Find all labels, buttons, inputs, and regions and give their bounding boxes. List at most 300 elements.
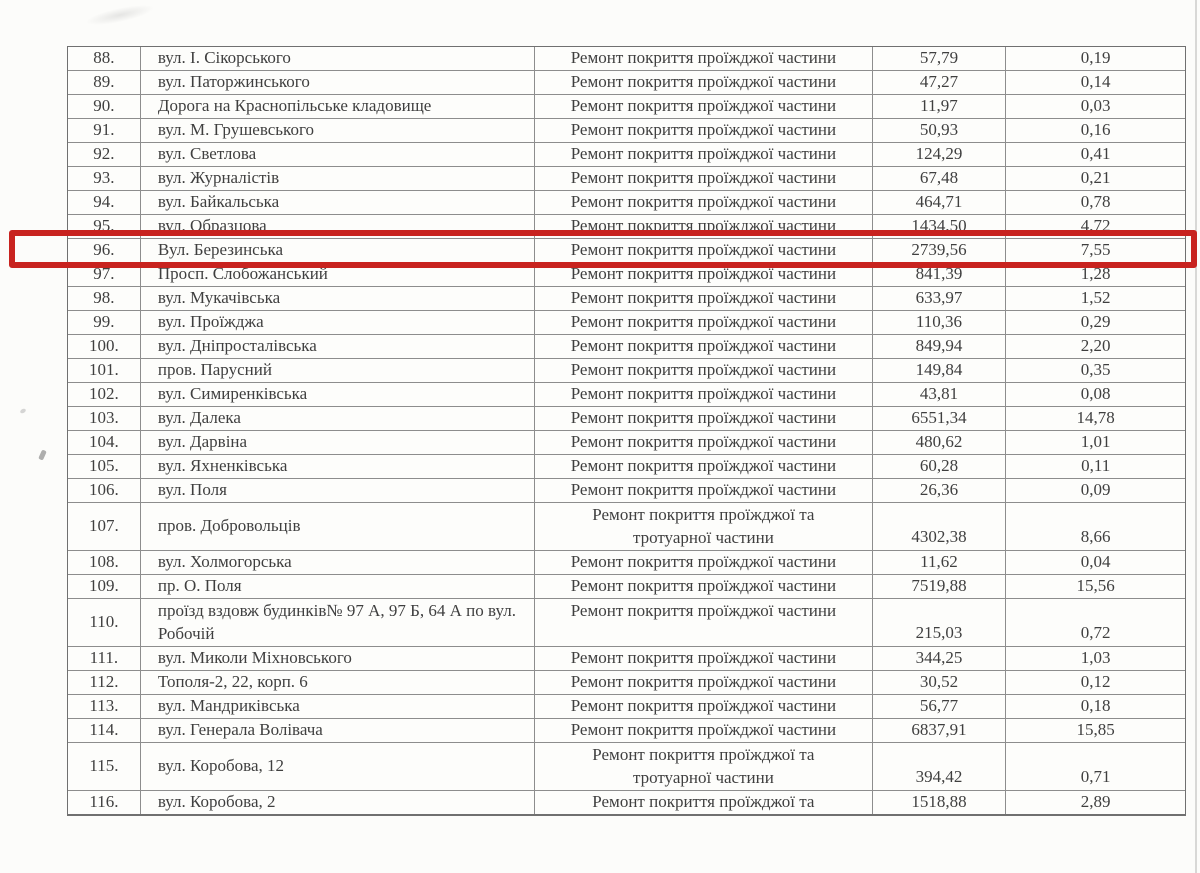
cell-num [68,167,141,190]
cell-amount-text: 149,84 [915,360,963,380]
cell-amount [873,359,1007,382]
cell-area [1006,119,1185,142]
cell-amount [873,407,1007,430]
cell-work [535,791,872,814]
cell-amount-text: 11,97 [920,96,958,116]
cell-area [1006,407,1185,430]
cell-area [1006,575,1185,598]
cell-work-text: Ремонт покриття проїжджої частини [570,360,837,380]
cell-street [141,719,535,742]
cell-street [141,167,535,190]
cell-amount-text: 43,81 [919,384,959,404]
cell-street [141,311,535,334]
table-row-highlighted [68,239,1185,263]
cell-work-text: Ремонт покриття проїжджої частини [570,288,837,308]
table-row [68,479,1185,503]
table-row [68,311,1185,335]
cell-street [141,503,535,550]
cell-amount-text: 124,29 [915,144,963,164]
cell-area-text: 0,78 [1080,192,1111,212]
cell-amount [873,431,1007,454]
cell-area [1006,263,1185,286]
cell-area [1006,47,1185,70]
table-row [68,719,1185,743]
cell-num-text: 108. [89,552,119,572]
cell-area-text: 0,11 [1081,456,1111,476]
cell-num [68,311,141,334]
cell-area [1006,743,1185,790]
table-row [68,695,1185,719]
cell-work [535,191,872,214]
cell-num-text: 111. [89,648,119,668]
cell-amount-text: 464,71 [915,192,963,212]
cell-area [1006,503,1185,550]
scan-smudge [84,1,155,29]
cell-num-text: 88. [93,48,115,68]
cell-amount-text: 2739,56 [911,240,967,260]
table-row [68,71,1185,95]
cell-num [68,791,141,814]
cell-amount [873,263,1007,286]
cell-num-text: 97. [93,264,115,284]
cell-work [535,71,872,94]
cell-amount [873,239,1007,262]
cell-street [141,47,535,70]
cell-work [535,95,872,118]
cell-amount [873,455,1007,478]
table-row [68,215,1185,239]
cell-amount-text: 4302,38 [911,526,967,546]
cell-num [68,71,141,94]
cell-work-text: Ремонт покриття проїжджої частини [570,648,837,668]
cell-num [68,239,141,262]
cell-amount-text: 56,77 [919,696,959,716]
cell-work [535,479,872,502]
cell-num-text: 102. [89,384,119,404]
cell-area-text: 0,19 [1080,48,1111,68]
cell-amount [873,47,1007,70]
cell-num-text: 105. [89,456,119,476]
cell-num-text: 104. [89,432,119,452]
cell-street [141,143,535,166]
cell-area-text: 2,89 [1080,792,1111,812]
cell-street-text: пров. Добровольців [157,516,301,536]
cell-work-text: Ремонт покриття проїжджої частини [570,96,837,116]
cell-street [141,383,535,406]
cell-amount-text: 6837,91 [911,720,967,740]
cell-area [1006,95,1185,118]
cell-street [141,335,535,358]
cell-num-text: 115. [89,756,119,776]
table-row [68,671,1185,695]
cell-street [141,455,535,478]
cell-street-text: вул. Байкальська [157,192,280,212]
cell-area-text: 0,35 [1080,360,1111,380]
cell-area [1006,71,1185,94]
cell-street-text: вул. Проїжджа [157,312,264,332]
table-row [68,119,1185,143]
cell-street [141,551,535,574]
cell-num-text: 101. [89,360,119,380]
cell-work [535,119,872,142]
cell-amount [873,791,1007,814]
cell-area [1006,647,1185,670]
cell-num-text: 99. [93,312,115,332]
cell-amount-text: 50,93 [919,120,959,140]
cell-work-text: Ремонт покриття проїжджої частини [570,120,837,140]
cell-work [535,311,872,334]
cell-num [68,575,141,598]
cell-work [535,503,872,550]
cell-work-text: Ремонт покриття проїжджої частини [570,696,837,716]
cell-num-text: 95. [93,216,115,236]
table-row [68,599,1185,647]
cell-num-text: 114. [89,720,119,740]
table-row [68,743,1185,791]
cell-area-text: 15,85 [1076,720,1115,740]
cell-area [1006,335,1185,358]
cell-area-text: 0,04 [1080,552,1111,572]
cell-num-text: 89. [93,72,115,92]
cell-amount-text: 60,28 [919,456,959,476]
cell-work-text: Ремонт покриття проїжджої та тротуарної частини [592,745,815,787]
cell-work-text: Ремонт покриття проїжджої та тротуарної частини [592,505,815,547]
cell-area-text: 0,14 [1080,72,1111,92]
cell-work-text: Ремонт покриття проїжджої частини [570,552,837,572]
table-row [68,335,1185,359]
cell-num [68,287,141,310]
cell-area-text: 4,72 [1080,216,1111,236]
cell-street-text: вул. І. Сікорського [157,48,291,68]
cell-num-text: 113. [89,696,119,716]
cell-street-text: вул. Мандриківська [157,696,300,716]
cell-num-text: 103. [89,408,119,428]
cell-work-text: Ремонт покриття проїжджої частини [570,384,837,404]
cell-area-text: 0,41 [1080,144,1111,164]
cell-work-text: Ремонт покриття проїжджої частини [570,720,837,740]
cell-amount [873,95,1007,118]
cell-street-text: вул. М. Грушевського [157,120,314,140]
cell-amount [873,671,1007,694]
cell-num-text: 110. [89,612,119,632]
cell-area-text: 0,18 [1080,696,1111,716]
cell-work-text: Ремонт покриття проїжджої частини [570,192,837,212]
cell-amount [873,599,1007,646]
cell-street-text: вул. Журналістів [157,168,280,188]
cell-work-text: Ремонт покриття проїжджої частини [570,240,837,260]
cell-amount [873,743,1007,790]
cell-work-text: Ремонт покриття проїжджої частини [570,408,837,428]
cell-num-text: 100. [89,336,119,356]
cell-area-text: 0,09 [1080,480,1111,500]
table-row [68,575,1185,599]
cell-area-text: 15,56 [1076,576,1115,596]
cell-street [141,119,535,142]
cell-area-text: 0,29 [1080,312,1111,332]
cell-num-text: 106. [89,480,119,500]
cell-amount [873,167,1007,190]
cell-street-text: Вул. Березинська [157,240,284,260]
cell-street [141,215,535,238]
cell-area-text: 1,52 [1080,288,1111,308]
cell-street [141,263,535,286]
cell-work [535,407,872,430]
cell-work-text: Ремонт покриття проїжджої частини [570,432,837,452]
cell-amount [873,311,1007,334]
cell-num [68,743,141,790]
cell-street-text: вул. Далека [157,408,241,428]
cell-amount-text: 480,62 [915,432,963,452]
table-row [68,503,1185,551]
cell-street-text: вул. Мукачівська [157,288,281,308]
cell-area-text: 0,72 [1080,622,1111,642]
cell-amount-text: 1518,88 [911,792,967,812]
cell-num [68,455,141,478]
cell-amount-text: 57,79 [919,48,959,68]
cell-street [141,95,535,118]
table-row [68,455,1185,479]
cell-work [535,383,872,406]
cell-amount-text: 30,52 [919,672,959,692]
cell-work-text: Ремонт покриття проїжджої частини [570,264,837,284]
cell-street-text: вул. Генерала Волівача [157,720,323,740]
cell-street [141,431,535,454]
table-row [68,551,1185,575]
cell-amount [873,119,1007,142]
cell-area [1006,143,1185,166]
cell-amount [873,71,1007,94]
cell-num [68,503,141,550]
cell-street [141,71,535,94]
cell-street-text: Дорога на Краснопільське кладовище [157,96,432,116]
cell-num-text: 107. [89,516,119,536]
cell-work-text: Ремонт покриття проїжджої частини [570,168,837,188]
cell-work-text: Ремонт покриття проїжджої частини [570,216,837,236]
cell-area [1006,383,1185,406]
cell-area-text: 1,28 [1080,264,1111,284]
cell-street [141,575,535,598]
table-row [68,647,1185,671]
cell-street-text: вул. Поля [157,480,227,500]
cell-work [535,599,872,646]
cell-amount-text: 26,36 [919,480,959,500]
cell-num [68,407,141,430]
cell-amount [873,551,1007,574]
cell-area-text: 0,03 [1080,96,1111,116]
cell-street-text: вул. Паторжинського [157,72,310,92]
cell-area [1006,791,1185,814]
cell-work-text: Ремонт покриття проїжджої частини [570,336,837,356]
cell-amount-text: 633,97 [915,288,963,308]
cell-work [535,215,872,238]
cell-street-text: вул. Коробова, 2 [157,792,276,812]
cell-street [141,791,535,814]
table-row [68,47,1185,71]
cell-amount-text: 1434,50 [911,216,967,236]
cell-num-text: 116. [89,792,119,812]
cell-num [68,599,141,646]
cell-area-text: 0,71 [1080,766,1111,786]
cell-work [535,647,872,670]
cell-street [141,191,535,214]
cell-work [535,359,872,382]
cell-num [68,719,141,742]
cell-num-text: 98. [93,288,115,308]
table-row [68,95,1185,119]
cell-area-text: 0,21 [1080,168,1111,188]
cell-work [535,167,872,190]
cell-street-text: пров. Парусний [157,360,272,380]
cell-amount [873,503,1007,550]
table-row [68,167,1185,191]
cell-area-text: 1,03 [1080,648,1111,668]
cell-num [68,383,141,406]
cell-amount [873,143,1007,166]
cell-work [535,695,872,718]
cell-area-text: 2,20 [1080,336,1111,356]
cell-num [68,695,141,718]
cell-street-text: проїзд вздовж будинків№ 97 А, 97 Б, 64 А по вул. Робочій [157,601,516,643]
cell-street [141,695,535,718]
cell-amount [873,335,1007,358]
cell-area-text: 7,55 [1080,240,1111,260]
cell-area [1006,287,1185,310]
cell-area [1006,695,1185,718]
cell-num [68,143,141,166]
cell-street [141,407,535,430]
cell-area-text: 0,16 [1080,120,1111,140]
cell-area [1006,191,1185,214]
table-row [68,287,1185,311]
cell-amount [873,191,1007,214]
cell-street-text: пр. О. Поля [157,576,242,596]
cell-amount-text: 849,94 [915,336,963,356]
cell-num-text: 96. [93,240,115,260]
cell-work [535,719,872,742]
cell-street [141,479,535,502]
cell-num [68,431,141,454]
cell-work [535,287,872,310]
cell-work-text: Ремонт покриття проїжджої частини [570,144,837,164]
cell-amount [873,287,1007,310]
cell-area [1006,167,1185,190]
cell-num [68,191,141,214]
cell-area [1006,551,1185,574]
cell-num [68,263,141,286]
cell-area-text: 0,12 [1080,672,1111,692]
cell-area [1006,431,1185,454]
cell-street-text: вул. Холмогорська [157,552,292,572]
scan-mark [38,449,47,460]
cell-num [68,671,141,694]
cell-street-text: вул. Образцова [157,216,267,236]
cell-work [535,47,872,70]
cell-street-text: вул. Коробова, 12 [157,756,285,776]
cell-work-text: Ремонт покриття проїжджої частини [570,480,837,500]
cell-work-text: Ремонт покриття проїжджої частини [570,48,837,68]
table-row [68,359,1185,383]
cell-num-text: 93. [93,168,115,188]
table-row [68,407,1185,431]
cell-amount [873,479,1007,502]
table-row [68,791,1185,815]
table-row [68,383,1185,407]
cell-num-text: 92. [93,144,115,164]
cell-area-text: 14,78 [1076,408,1115,428]
cell-area [1006,671,1185,694]
cell-amount [873,647,1007,670]
cell-work [535,263,872,286]
cell-work-text: Ремонт покриття проїжджої частини [570,312,837,332]
cell-amount-text: 47,27 [919,72,959,92]
cell-work-text: Ремонт покриття проїжджої частини [570,672,837,692]
cell-num [68,119,141,142]
cell-street-text: вул. Светлова [157,144,257,164]
cell-num-text: 112. [89,672,119,692]
cell-work [535,335,872,358]
cell-area [1006,311,1185,334]
cell-amount-text: 841,39 [915,264,963,284]
cell-area [1006,215,1185,238]
cell-work-text: Ремонт покриття проїжджої частини [570,576,837,596]
cell-num [68,359,141,382]
cell-num-text: 94. [93,192,115,212]
cell-num [68,335,141,358]
cell-work-text: Ремонт покриття проїжджої частини [570,601,837,620]
cell-amount [873,719,1007,742]
cell-num [68,551,141,574]
cell-street [141,647,535,670]
cell-amount-text: 110,36 [915,312,963,332]
cell-street-text: Просп. Слобожанський [157,264,328,284]
table-row [68,263,1185,287]
cell-num [68,215,141,238]
cell-work [535,743,872,790]
cell-area-text: 1,01 [1080,432,1111,452]
cell-street-text: вул. Миколи Міхновського [157,648,352,668]
cell-street [141,671,535,694]
cell-work [535,671,872,694]
scan-mark [19,408,26,414]
cell-work-text: Ремонт покриття проїжджої та [592,792,815,812]
cell-area-text: 8,66 [1080,526,1111,546]
cell-num [68,47,141,70]
cell-amount [873,695,1007,718]
cell-area [1006,599,1185,646]
cell-work [535,239,872,262]
cell-num-text: 109. [89,576,119,596]
table-row [68,431,1185,455]
cell-street [141,359,535,382]
cell-area [1006,455,1185,478]
cell-street [141,743,535,790]
cell-work [535,551,872,574]
cell-area [1006,719,1185,742]
cell-street-text: вул. Дніпросталівська [157,336,317,356]
cell-work [535,455,872,478]
cell-amount-text: 67,48 [919,168,959,188]
cell-work [535,431,872,454]
cell-amount-text: 6551,34 [911,408,967,428]
cell-street-text: вул. Яхненківська [157,456,288,476]
cell-amount [873,575,1007,598]
table-row [68,143,1185,167]
cell-amount-text: 344,25 [915,648,963,668]
cell-area-text: 0,08 [1080,384,1111,404]
cell-num-text: 91. [93,120,115,140]
cell-street [141,599,535,646]
cell-street-text: Тополя-2, 22, корп. 6 [157,672,308,692]
